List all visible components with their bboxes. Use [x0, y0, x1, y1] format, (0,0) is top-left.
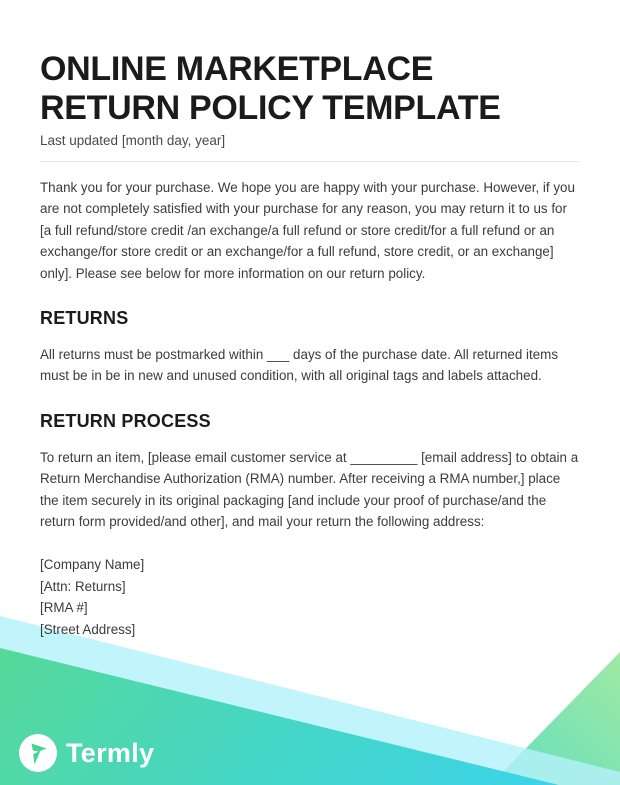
termly-logo-icon [18, 733, 58, 773]
header-divider [40, 161, 580, 162]
returns-paragraph: All returns must be postmarked within ___ days of the purchase date. All returned items must be in be in new and unused condition, with all original tags and labels attached. [40, 347, 559, 384]
returns-heading: RETURNS [40, 308, 129, 329]
return-process-heading: RETURN PROCESS [40, 410, 211, 431]
address-line-street: [Street Address] [40, 621, 136, 637]
page-title-line-1: ONLINE MARKETPLACE [40, 50, 434, 88]
intro-paragraph: Thank you for your purchase. We hope you are happy with your purchase. However, if you are not completely satisfied with your purchase for any reason, you may return it to us for [a full refund/store credit /an exchange/a full refund or store credit/for a full refund or an exchange/for store credit or an exchange/for a full refund, store credit, or an exchange] only]. Please see below for more information on our return policy. [40, 180, 575, 281]
address-line-rma: [RMA #] [40, 600, 88, 616]
termly-logo [18, 733, 154, 773]
last-updated-text: Last updated [month day, year] [40, 133, 226, 148]
page-title [40, 50, 580, 128]
return-process-paragraph: To return an item, [please email customer service at _________ [email address] to obtain a Return Merchandise Authorization (RMA) number. After receiving a RMA number,] place the item securely in its original packaging [and include your proof of purchase/and the return form provided/and other], and mail your return the following address: [40, 449, 579, 530]
page-title-line-2: RETURN POLICY TEMPLATE [40, 89, 501, 127]
brand-name: Termly [66, 738, 155, 768]
return-address-block [40, 554, 580, 640]
address-line-company: [Company Name] [40, 557, 145, 573]
address-line-attn: [Attn: Returns] [40, 578, 126, 594]
